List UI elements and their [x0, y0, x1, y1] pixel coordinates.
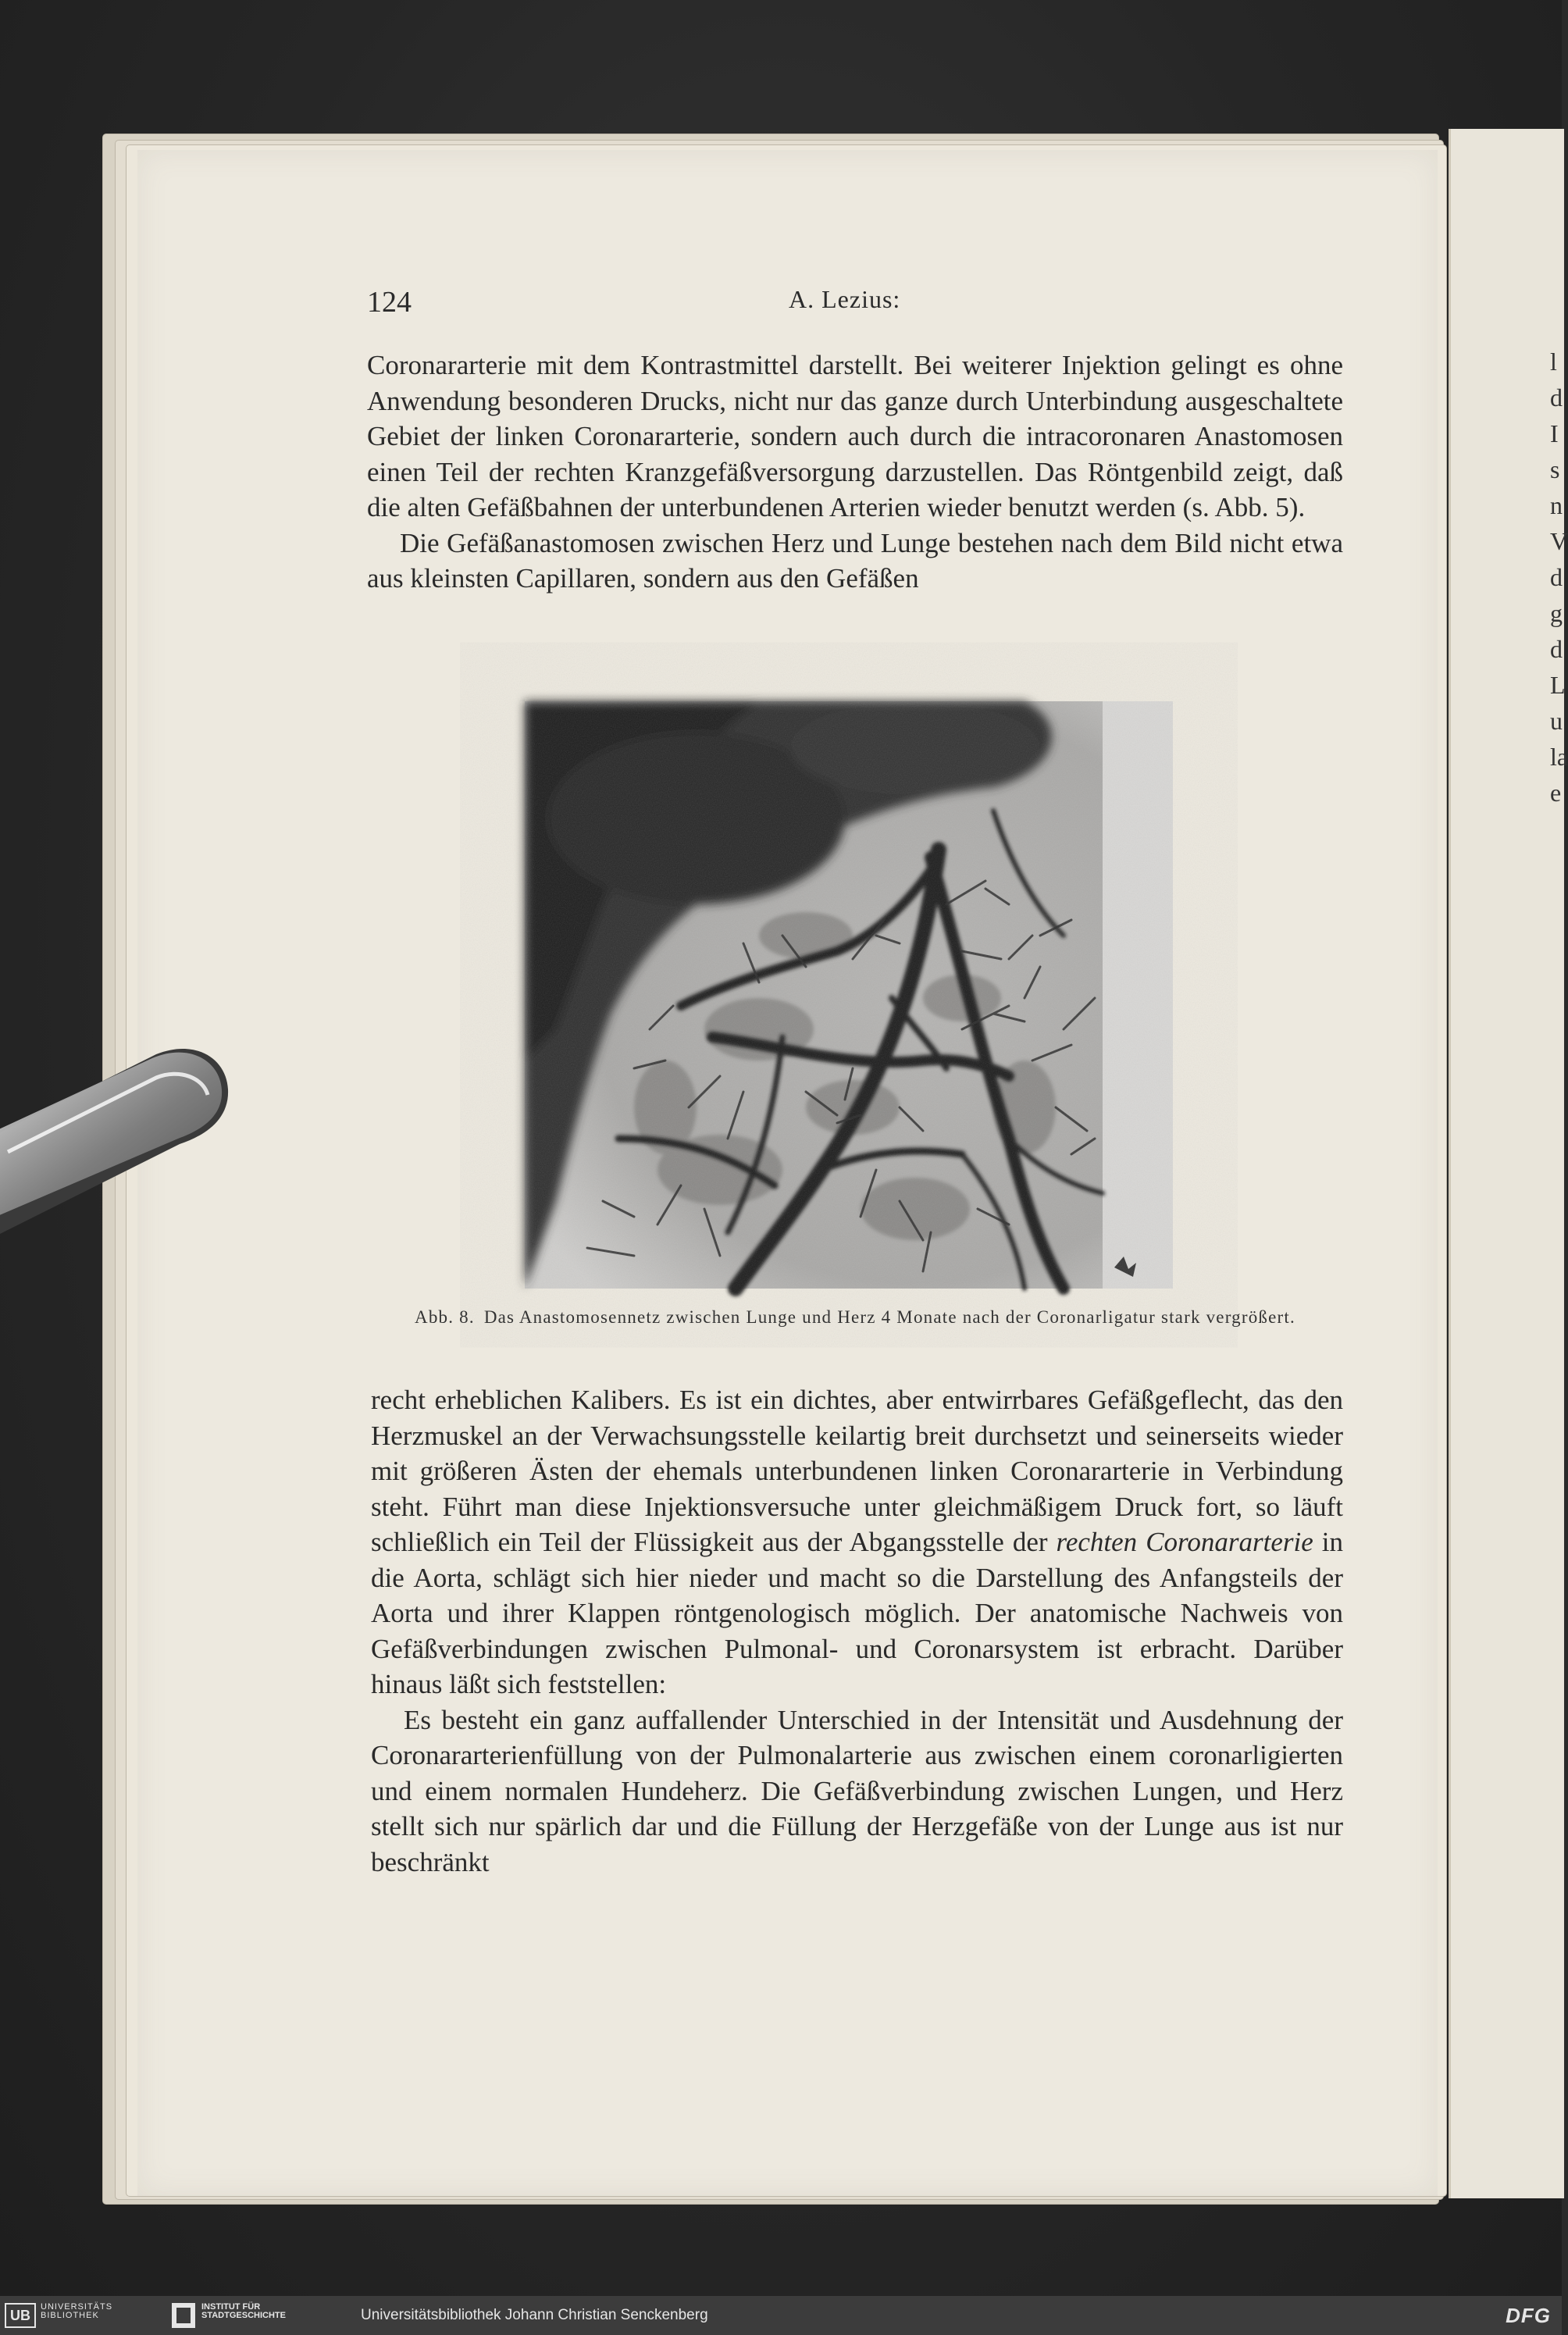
body-text-top	[367, 348, 1343, 597]
xray-figure	[525, 701, 1173, 1289]
xray-image	[525, 701, 1173, 1289]
institute-mark-icon	[172, 2303, 195, 2328]
facing-letter: d	[1550, 563, 1563, 591]
text-run: recht erheblichen Kalibers. Es ist ein dichtes, aber entwirrbares Gefäßgeflecht, das den Herzmuskel an der Verwachsungsstelle keilartig breit durchsetzt und seinerseits wieder mit größeren Ästen der ehemals unterbundenen linken Coronararterie in Verbindung steht. Führt man diese Injektionsversuche unter gleichmäßigem Druck fort, so läuft schließlich ein Teil der Flüssigkeit aus der Abgangsstelle der	[371, 1385, 1343, 1557]
facing-letter: u	[1550, 707, 1563, 735]
facing-letter: d	[1550, 383, 1563, 412]
inst-line: INSTITUT FÜR	[201, 2302, 261, 2312]
inst-line: STADTGESCHICHTE	[201, 2310, 286, 2320]
facing-letter: l	[1550, 348, 1557, 376]
facing-letter: s	[1550, 455, 1560, 483]
paragraph: Die Gefäßanastomosen zwischen Herz und Lunge bestehen nach dem Bild nicht etwa aus kleinsten Capillaren, sondern aus den Gefäßen	[367, 527, 1343, 594]
facing-letter: la	[1550, 743, 1568, 771]
ub-line: UNIVERSITÄTS	[41, 2302, 113, 2312]
facing-letter: e	[1550, 779, 1562, 807]
facing-letter: d	[1550, 635, 1563, 663]
running-head	[367, 285, 1347, 324]
facing-letter: V	[1550, 527, 1568, 555]
library-name: Universitätsbibliothek Johann Christian Senckenberg	[361, 2307, 708, 2323]
figure-caption	[367, 1306, 1343, 1329]
glass-page-holder	[0, 1023, 234, 1257]
facing-page-letters	[1550, 344, 1568, 811]
facing-page	[1449, 129, 1568, 2198]
facing-letter: I	[1550, 419, 1559, 447]
caption-label: Abb. 8.	[415, 1307, 475, 1327]
institute-logo	[172, 2303, 328, 2328]
page-number: 124	[367, 286, 412, 319]
facing-letter: L	[1550, 671, 1566, 699]
author-heading: A. Lezius:	[789, 285, 901, 313]
dfg-logo: DFG	[1506, 2304, 1551, 2327]
paragraph: Coronararterie mit dem Kontrastmittel darstellt. Bei weiterer Injektion gelingt es ohne Anwendung besonderen Drucks, nicht nur das ganze durch Unterbindung ausgeschaltete Gebiet der linken Coronararterie, sondern auch durch die intracoronaren Anastomosen einen Teil der rechten Kranzgefäßversorgung darzustellen. Das Röntgenbild zeigt, daß die alten Gefäßbahnen der unterbundenen Arterien wieder benutzt werden (s. Abb. 5).	[367, 350, 1343, 522]
facing-letter: g	[1550, 599, 1563, 627]
ub-mark: UB	[5, 2303, 36, 2328]
caption-text: Das Anastomosennetz zwischen Lunge und Herz 4 Monate nach der Coronarligatur stark vergrößert.	[483, 1307, 1295, 1327]
facing-letter: n	[1550, 491, 1563, 519]
ub-logo	[5, 2303, 161, 2328]
text-run: in die Aorta, schlägt sich hier nieder und macht so die Darstellung des Anfangsteils der Aorta und ihrer Klappen röntgenologisch möglich. Der anatomische Nachweis von Gefäßverbindungen zwischen Pulmonal- und Coronarsystem ist erbracht. Darüber hinaus läßt sich feststellen:	[371, 1527, 1343, 1699]
paragraph: Es besteht ein ganz auffallender Unterschied in der Intensität und Ausdehnung der Coronararterienfüllung von der Pulmonalarterie aus zwischen einem coronarligierten und einem normalen Hundeherz. Die Gefäßverbindung zwischen Lungen, und Herz stellt sich nur spärlich dar und die Füllung der Herzgefäße von der Lunge aus ist nur beschränkt	[371, 1704, 1343, 1877]
paragraph	[371, 1382, 1343, 1702]
ub-line: BIBLIOTHEK	[41, 2311, 99, 2320]
footer-bar	[0, 2296, 1562, 2335]
institute-logo-text	[201, 2303, 286, 2319]
body-text-bottom	[371, 1382, 1343, 1880]
ub-logo-text	[41, 2303, 112, 2320]
italic-term: rechten Coronararterie	[1056, 1527, 1313, 1557]
